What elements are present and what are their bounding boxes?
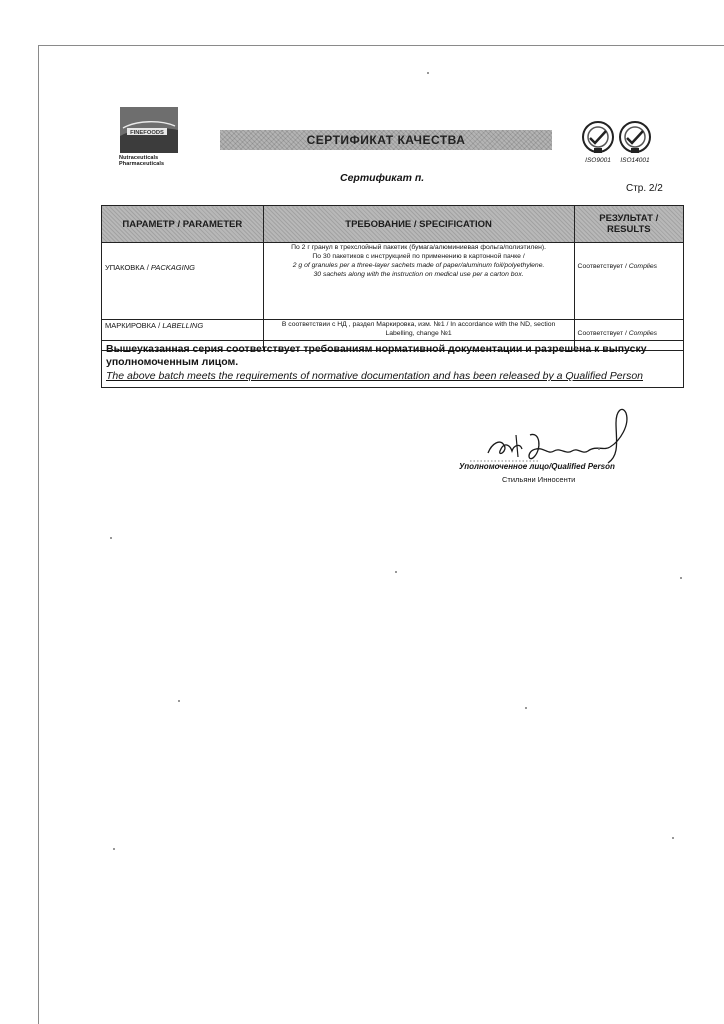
result-ru: Соответствует /	[577, 330, 627, 337]
scan-speck	[427, 72, 429, 74]
spec-line: По 30 пакетиков с инструкцией по применению в картонной пачке /	[312, 253, 525, 260]
logo-brand: FINEFOODS	[130, 129, 164, 136]
page-edge-top	[38, 45, 724, 46]
iso14001-mark	[615, 120, 655, 164]
document-title: СЕРТИФИКАТ КАЧЕСТВА	[306, 133, 466, 147]
spec-cell	[263, 243, 574, 320]
result-en: Complies	[628, 263, 658, 270]
scan-speck	[672, 837, 674, 839]
logo-line-2: Pharmaceuticals	[119, 161, 165, 167]
spec-line: В соответствии с НД , раздел Маркировка, изм. №1 / In accordance with the ND, section Labelling, change №1	[281, 321, 556, 337]
signatory-name: Стильяни Инносенти	[502, 475, 576, 484]
signatory-role: Уполномоченное лицо/Qualified Person	[459, 462, 615, 471]
page-number: Стр. 2/2	[626, 183, 663, 194]
scan-speck	[525, 707, 527, 709]
param-ru: МАРКИРОВКА /	[105, 321, 161, 330]
param-en: PACKAGING	[150, 263, 195, 272]
scan-speck	[395, 571, 397, 573]
specification-table	[101, 205, 684, 351]
table-row	[102, 243, 684, 320]
sgs-certification-icon	[618, 120, 652, 154]
result-en: Complies	[628, 330, 658, 337]
document-title-band	[220, 130, 552, 150]
certificate-number-label: Сертификат п.	[340, 172, 425, 184]
header-parameter: ПАРАМЕТР / PARAMETER	[102, 206, 264, 243]
scan-speck	[110, 537, 112, 539]
iso14001-label: ISO14001	[620, 157, 650, 164]
iso9001-mark	[578, 120, 618, 164]
result-ru: Соответствует /	[577, 263, 627, 270]
logo-line-1: Nutraceuticals	[119, 155, 159, 161]
header-results: РЕЗУЛЬТАТ / RESULTS	[574, 206, 683, 243]
header-specification: ТРЕБОВАНИЕ / SPECIFICATION	[263, 206, 574, 243]
release-statement-ru: Вышеуказанная серия соответствует требованиям нормативной документации и разрешена к выпуску уполномоченным лицом.	[106, 343, 647, 368]
sgs-certification-icon	[581, 120, 615, 154]
page-edge-left	[38, 45, 39, 1024]
spec-line: По 2 г гранул в трехслойный пакетик (бумага/алюминиевая фольга/полиэтилен).	[291, 244, 547, 251]
release-statement-box	[101, 340, 684, 388]
param-ru: УПАКОВКА /	[105, 263, 149, 272]
spec-line: 30 sachets along with the instruction on medical use per a carton box.	[313, 271, 524, 278]
spec-line: 2 g of granules per a three-layer sachets made of paper/aluminum foil/polyethylene.	[292, 262, 545, 269]
company-logo	[119, 106, 181, 170]
iso9001-label: ISO9001	[585, 157, 611, 164]
scan-speck	[178, 700, 180, 702]
result-cell	[574, 243, 683, 320]
param-en: LABELLING	[162, 321, 204, 330]
finefoods-logo-icon	[119, 106, 179, 154]
table-header-row	[102, 206, 684, 243]
scan-speck	[598, 448, 600, 450]
release-statement-en: The above batch meets the requirements of normative documentation and has been released by a Qualified Person	[106, 370, 643, 382]
scan-speck	[680, 577, 682, 579]
param-cell	[102, 243, 264, 320]
scan-speck	[113, 848, 115, 850]
